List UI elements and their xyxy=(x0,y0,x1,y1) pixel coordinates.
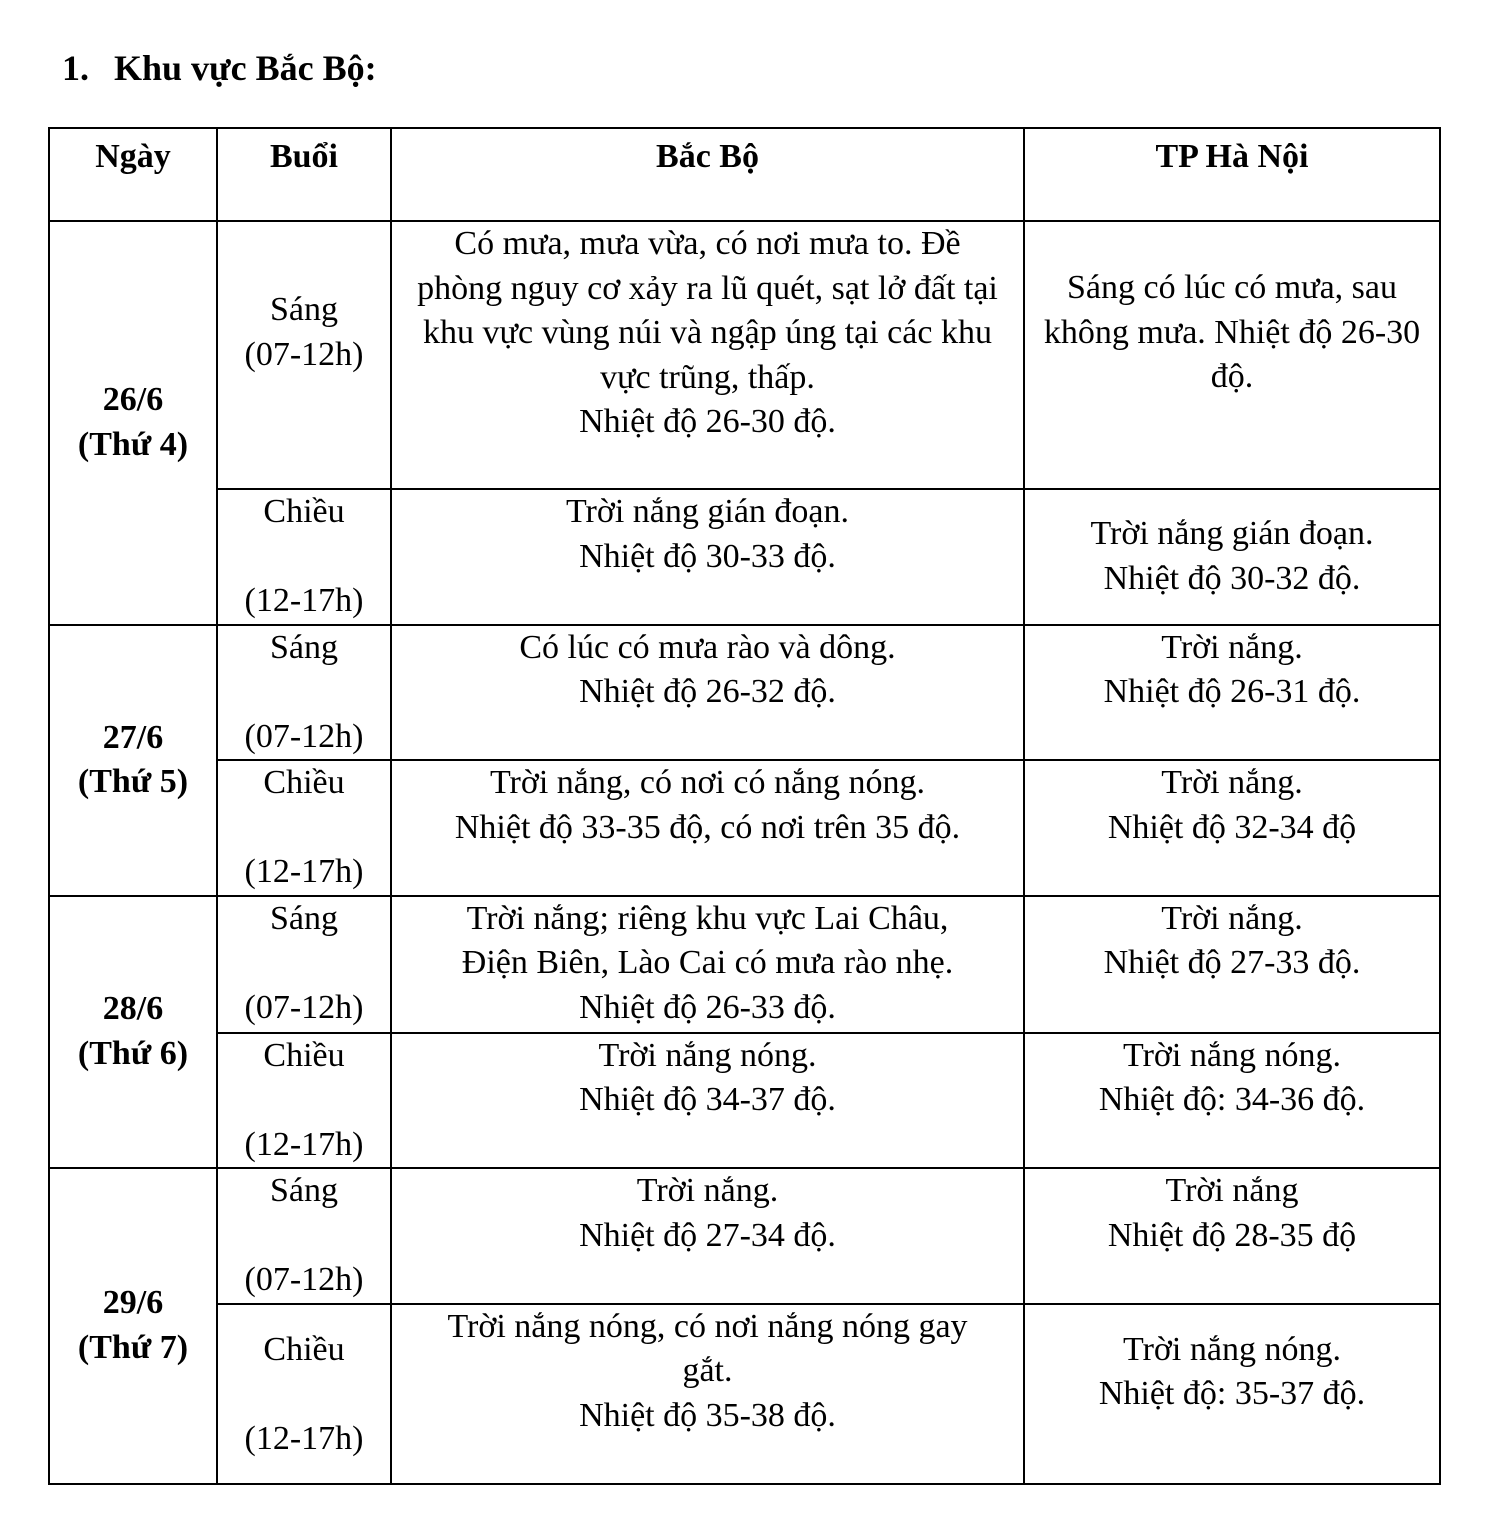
north-forecast-text: Trời nắng nóng. xyxy=(598,1036,817,1074)
hanoi-forecast-text: Trời nắng gián đoạn. Nhiệt độ 30-32 độ. xyxy=(1090,515,1374,597)
north-forecast-text: Có lúc có mưa rào và dông. xyxy=(519,628,896,666)
north-forecast-cell xyxy=(391,1033,1024,1169)
north-forecast-temp: Nhiệt độ 35-38 độ. xyxy=(579,1396,836,1434)
north-forecast-temp: Nhiệt độ 26-30 độ. xyxy=(579,403,836,440)
session-name: Sáng xyxy=(270,291,338,328)
north-forecast-cell xyxy=(391,896,1024,1033)
hanoi-forecast-text: Trời nắng nóng. xyxy=(1123,1330,1341,1368)
hanoi-forecast-cell xyxy=(1024,1304,1440,1484)
hanoi-forecast-cell xyxy=(1024,1168,1440,1304)
north-forecast-text: Trời nắng gián đoạn. xyxy=(565,493,850,530)
north-forecast-temp: Nhiệt độ 33-35 độ, có nơi trên 35 độ. xyxy=(454,808,961,846)
north-forecast-temp: Nhiệt độ 30-33 độ. xyxy=(579,537,836,575)
hanoi-forecast-cell xyxy=(1024,625,1440,761)
session-name: Sáng xyxy=(270,1172,338,1209)
hanoi-forecast-temp: Nhiệt độ 32-34 độ xyxy=(1107,808,1357,846)
north-forecast-temp: Nhiệt độ 26-32 độ. xyxy=(579,673,836,710)
north-forecast-cell xyxy=(391,221,1024,489)
hanoi-forecast-cell xyxy=(1024,1033,1440,1169)
session-name: Sáng xyxy=(270,628,338,666)
hanoi-forecast-text: Trời nắng nóng. xyxy=(1123,1036,1341,1074)
north-forecast-line-2: gắt. xyxy=(682,1352,733,1389)
north-forecast-temp: Nhiệt độ 26-33 độ. xyxy=(579,988,836,1026)
session-name: Chiều xyxy=(263,493,345,530)
section-title: Khu vực Bắc Bộ: xyxy=(114,48,377,88)
north-forecast-cell xyxy=(391,760,1024,896)
header-day: Ngày xyxy=(49,128,217,221)
session-cell xyxy=(217,1033,391,1169)
north-forecast-temp: Nhiệt độ 27-34 độ. xyxy=(579,1216,836,1254)
header-north: Bắc Bộ xyxy=(391,128,1024,221)
session-hours: (07-12h) xyxy=(244,335,364,373)
day-weekday: (Thứ 7) xyxy=(77,1328,189,1366)
table-row xyxy=(49,896,1440,1033)
table-row xyxy=(49,489,1440,625)
hanoi-forecast-temp: Nhiệt độ: 34-36 độ. xyxy=(1098,1081,1366,1118)
table-row xyxy=(49,760,1440,896)
session-cell xyxy=(217,1304,391,1484)
day-date: 27/6 xyxy=(102,718,164,756)
session-name: Chiều xyxy=(263,1036,345,1074)
session-cell xyxy=(217,760,391,896)
day-weekday: (Thứ 5) xyxy=(77,763,189,800)
north-forecast-cell xyxy=(391,1168,1024,1304)
header-session: Buổi xyxy=(217,128,391,221)
table-row xyxy=(49,625,1440,761)
hanoi-forecast-text: Trời nắng xyxy=(1165,1172,1299,1209)
north-forecast-cell xyxy=(391,489,1024,625)
north-forecast-cell xyxy=(391,625,1024,761)
header-hanoi: TP Hà Nội xyxy=(1024,128,1440,221)
table-row xyxy=(49,221,1440,489)
table-header-row xyxy=(49,128,1440,221)
session-hours: (07-12h) xyxy=(244,988,364,1026)
day-cell xyxy=(49,1168,217,1484)
north-forecast-text: Trời nắng. xyxy=(636,1172,779,1209)
north-forecast-line-2: Điện Biên, Lào Cai có mưa rào nhẹ. xyxy=(461,944,954,981)
session-cell xyxy=(217,625,391,761)
hanoi-forecast-text: Trời nắng. xyxy=(1161,628,1303,666)
section-heading xyxy=(62,44,377,92)
session-cell xyxy=(217,1168,391,1304)
forecast-table xyxy=(48,127,1441,1485)
session-name: Sáng xyxy=(270,899,338,937)
north-forecast-line-1: Trời nắng; riêng khu vực Lai Châu, xyxy=(466,899,949,937)
session-hours: (07-12h) xyxy=(244,1261,364,1298)
day-cell xyxy=(49,221,217,625)
session-hours: (12-17h) xyxy=(244,1125,364,1163)
table-row xyxy=(49,1168,1440,1304)
hanoi-forecast-text: Trời nắng. xyxy=(1161,899,1303,937)
hanoi-forecast-cell xyxy=(1024,489,1440,625)
session-cell xyxy=(217,221,391,489)
hanoi-forecast-temp: Nhiệt độ 26-31 độ. xyxy=(1103,673,1361,710)
session-cell xyxy=(217,489,391,625)
day-weekday: (Thứ 4) xyxy=(77,425,189,463)
hanoi-forecast-cell xyxy=(1024,760,1440,896)
hanoi-forecast-cell xyxy=(1024,896,1440,1033)
session-cell xyxy=(217,896,391,1033)
session-name: Chiều xyxy=(263,764,345,801)
day-date: 28/6 xyxy=(102,990,164,1028)
hanoi-forecast-cell xyxy=(1024,221,1440,489)
hanoi-forecast-temp: Nhiệt độ 27-33 độ. xyxy=(1103,944,1361,981)
hanoi-forecast-temp: Nhiệt độ 28-35 độ xyxy=(1107,1216,1357,1254)
day-cell xyxy=(49,896,217,1169)
table-row xyxy=(49,1304,1440,1484)
table-row xyxy=(49,1033,1440,1169)
north-forecast-line-1: Trời nắng nóng, có nơi nắng nóng gay xyxy=(447,1307,968,1345)
session-hours: (12-17h) xyxy=(244,853,364,890)
session-hours: (12-17h) xyxy=(244,582,364,619)
north-forecast-text: Trời nắng, có nơi có nắng nóng. xyxy=(489,764,926,801)
hanoi-forecast-text: Sáng có lúc có mưa, sau không mưa. Nhiệt độ 26-30 độ. xyxy=(1043,269,1421,396)
north-forecast-text: Có mưa, mưa vừa, có nơi mưa to. Đề phòng nguy cơ xảy ra lũ quét, sạt lở đất tại khu vực vùng núi và ngập úng tại các khu vực trũng, thấp. xyxy=(417,225,998,396)
session-name: Chiều xyxy=(263,1330,345,1368)
day-weekday: (Thứ 6) xyxy=(77,1034,189,1072)
day-date: 29/6 xyxy=(102,1284,164,1322)
north-forecast-cell xyxy=(391,1304,1024,1484)
section-number: 1. xyxy=(62,48,89,88)
session-hours: (12-17h) xyxy=(244,1419,364,1457)
day-date: 26/6 xyxy=(102,381,164,419)
north-forecast-temp: Nhiệt độ 34-37 độ. xyxy=(579,1081,836,1118)
hanoi-forecast-temp: Nhiệt độ: 35-37 độ. xyxy=(1098,1375,1366,1412)
day-cell xyxy=(49,625,217,896)
session-hours: (07-12h) xyxy=(244,717,364,755)
hanoi-forecast-text: Trời nắng. xyxy=(1161,764,1303,801)
